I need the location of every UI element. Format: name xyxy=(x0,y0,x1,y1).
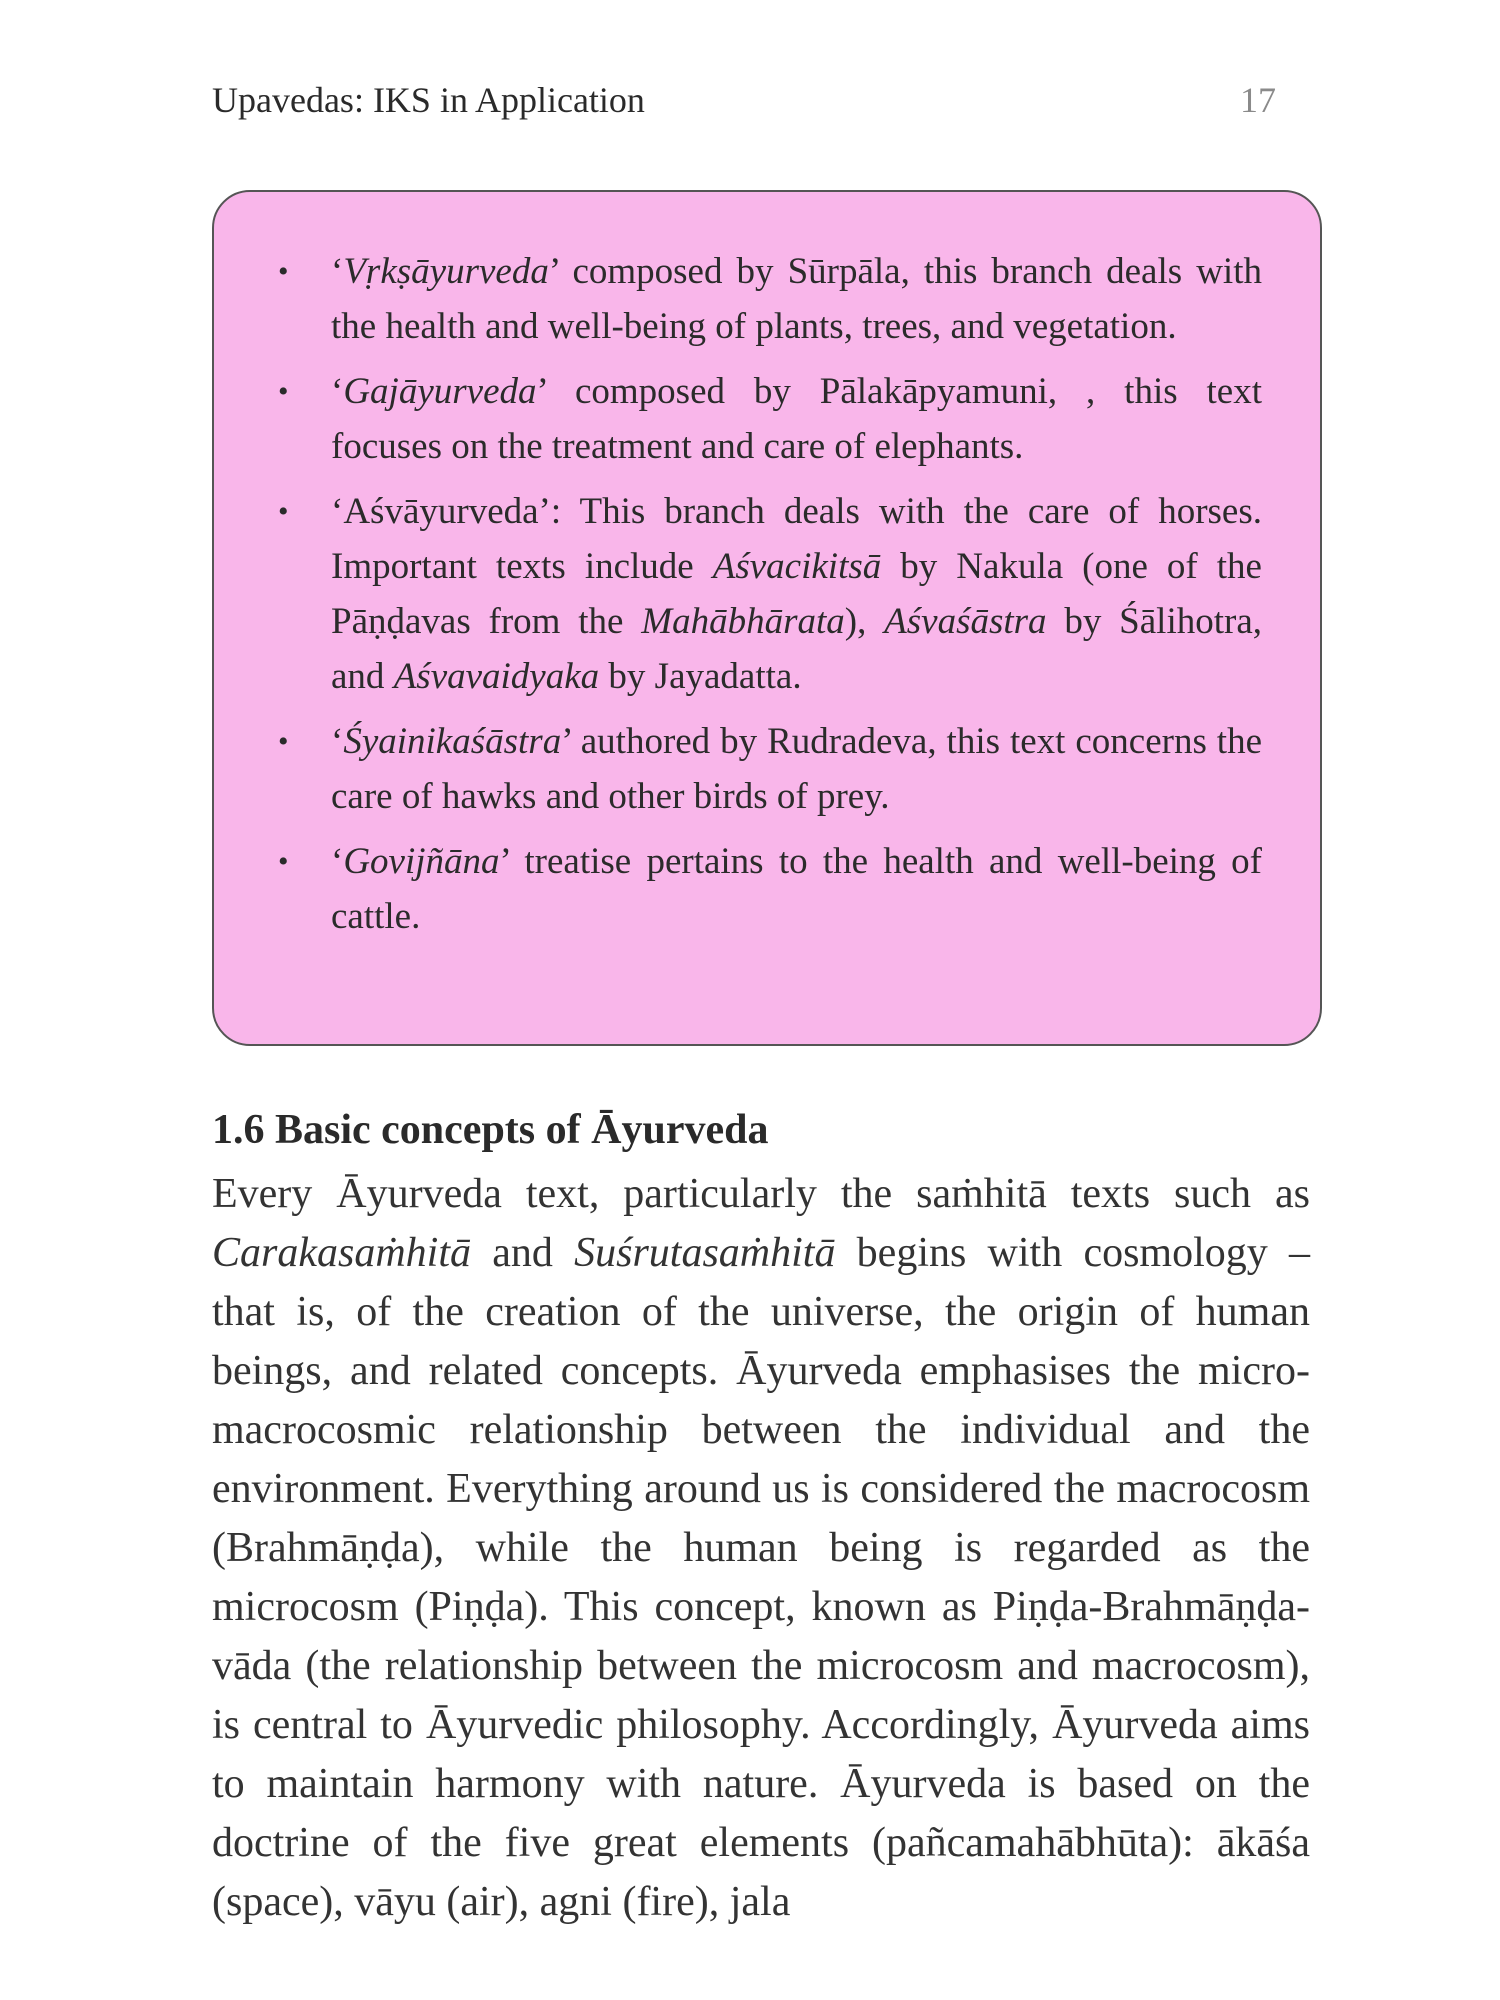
branch-text: : This branch deals with the care of horses. Important texts include xyxy=(331,491,1262,587)
branch-title: Gajāyurveda xyxy=(343,371,537,412)
work-title: Aśvavaidyaka xyxy=(393,656,600,697)
work-title: Aśvaśāstra xyxy=(884,601,1047,642)
bullet-icon: • xyxy=(278,375,289,408)
section-heading: 1.6 Basic concepts of Āyurveda xyxy=(212,1107,769,1153)
list-item: • ‘Vṛkṣāyurveda’ composed by Sūrpāla, this branch deals with the health and well-being of plants, trees, and vegetation. xyxy=(264,244,1262,354)
paragraph-text: Every Āyurveda text, particularly the saṁhitā texts such as xyxy=(212,1171,1310,1217)
branch-text: treatise pertains to the health and well-being of cattle. xyxy=(331,841,1262,937)
work-title: Suśrutasaṁhitā xyxy=(574,1230,836,1276)
branch-title: Śyainikaśāstra xyxy=(343,721,562,762)
list-item: • ‘Aśvāyurveda’: This branch deals with the care of horses. Important texts include Aśvacikitsā by Nakula (one of the Pāṇḍavas from the Mahābhārata), Aśvaśāstra by Śālihotra, and Aśvavaidyaka by Jayadatta. xyxy=(264,484,1262,704)
branch-text: composed by Sūrpāla, this branch deals with the health and well-being of plants, trees, and vegetation. xyxy=(331,251,1262,347)
list-item: • ‘Gajāyurveda’ composed by Pālakāpyamuni, , this text focuses on the treatment and care of elephants. xyxy=(264,364,1262,474)
work-title: Aśvacikitsā xyxy=(712,546,882,587)
branch-text: composed by Pālakāpyamuni, , this text focuses on the treatment and care of elephants. xyxy=(331,371,1262,467)
list-item: • ‘Śyainikaśāstra’ authored by Rudradeva, this text concerns the care of hawks and other birds of prey. xyxy=(264,714,1262,824)
paragraph-text: and xyxy=(471,1230,575,1276)
upaveda-branches-box xyxy=(212,190,1322,1046)
work-title: Carakasaṁhitā xyxy=(212,1230,472,1276)
page-header xyxy=(212,78,1276,122)
paragraph-text: begins with cosmology – that is, of the creation of the universe, the origin of human beings, and related concepts. Āyurveda emphasises the micro-macrocosmic relationship between the individual and the environment. Everything around us is considered the macrocosm (Brahmāṇḍa), while the human being is regarded as the microcosm (Piṇḍa). This concept, known as Piṇḍa-Brahmāṇḍa-vāda (the relationship between the microcosm and macrocosm), is central to Āyurvedic philosophy. Accordingly, Āyurveda aims to maintain harmony with nature. Āyurveda is based on the doctrine of the five great elements (pañcamahābhūta): ākāśa (space), vāyu (air), agni (fire), jala xyxy=(212,1230,1310,1925)
body-paragraph xyxy=(212,1165,1310,1932)
bullet-icon: • xyxy=(278,845,289,878)
branch-text: by Nakula (one of the Pāṇḍavas from the xyxy=(331,546,1262,642)
bullet-icon: • xyxy=(278,255,289,288)
branch-title: Govijñāna xyxy=(343,841,500,882)
branch-list xyxy=(264,244,1262,944)
running-title: Upavedas: IKS in Application xyxy=(212,80,645,120)
branch-title: Aśvāyurveda xyxy=(343,491,539,532)
branch-title: Vṛkṣāyurveda xyxy=(343,251,549,292)
branch-text: ), xyxy=(844,601,885,642)
branch-text: by Jayadatta. xyxy=(599,656,802,697)
work-title: Mahābhārata xyxy=(641,601,845,642)
branch-text: authored by Rudradeva, this text concerns the care of hawks and other birds of prey. xyxy=(331,721,1262,817)
branch-text: by Śālihotra, and xyxy=(331,601,1262,697)
bullet-icon: • xyxy=(278,495,289,528)
list-item: • ‘Govijñāna’ treatise pertains to the health and well-being of cattle. xyxy=(264,834,1262,944)
bullet-icon: • xyxy=(278,725,289,758)
page-number: 17 xyxy=(1240,80,1276,120)
